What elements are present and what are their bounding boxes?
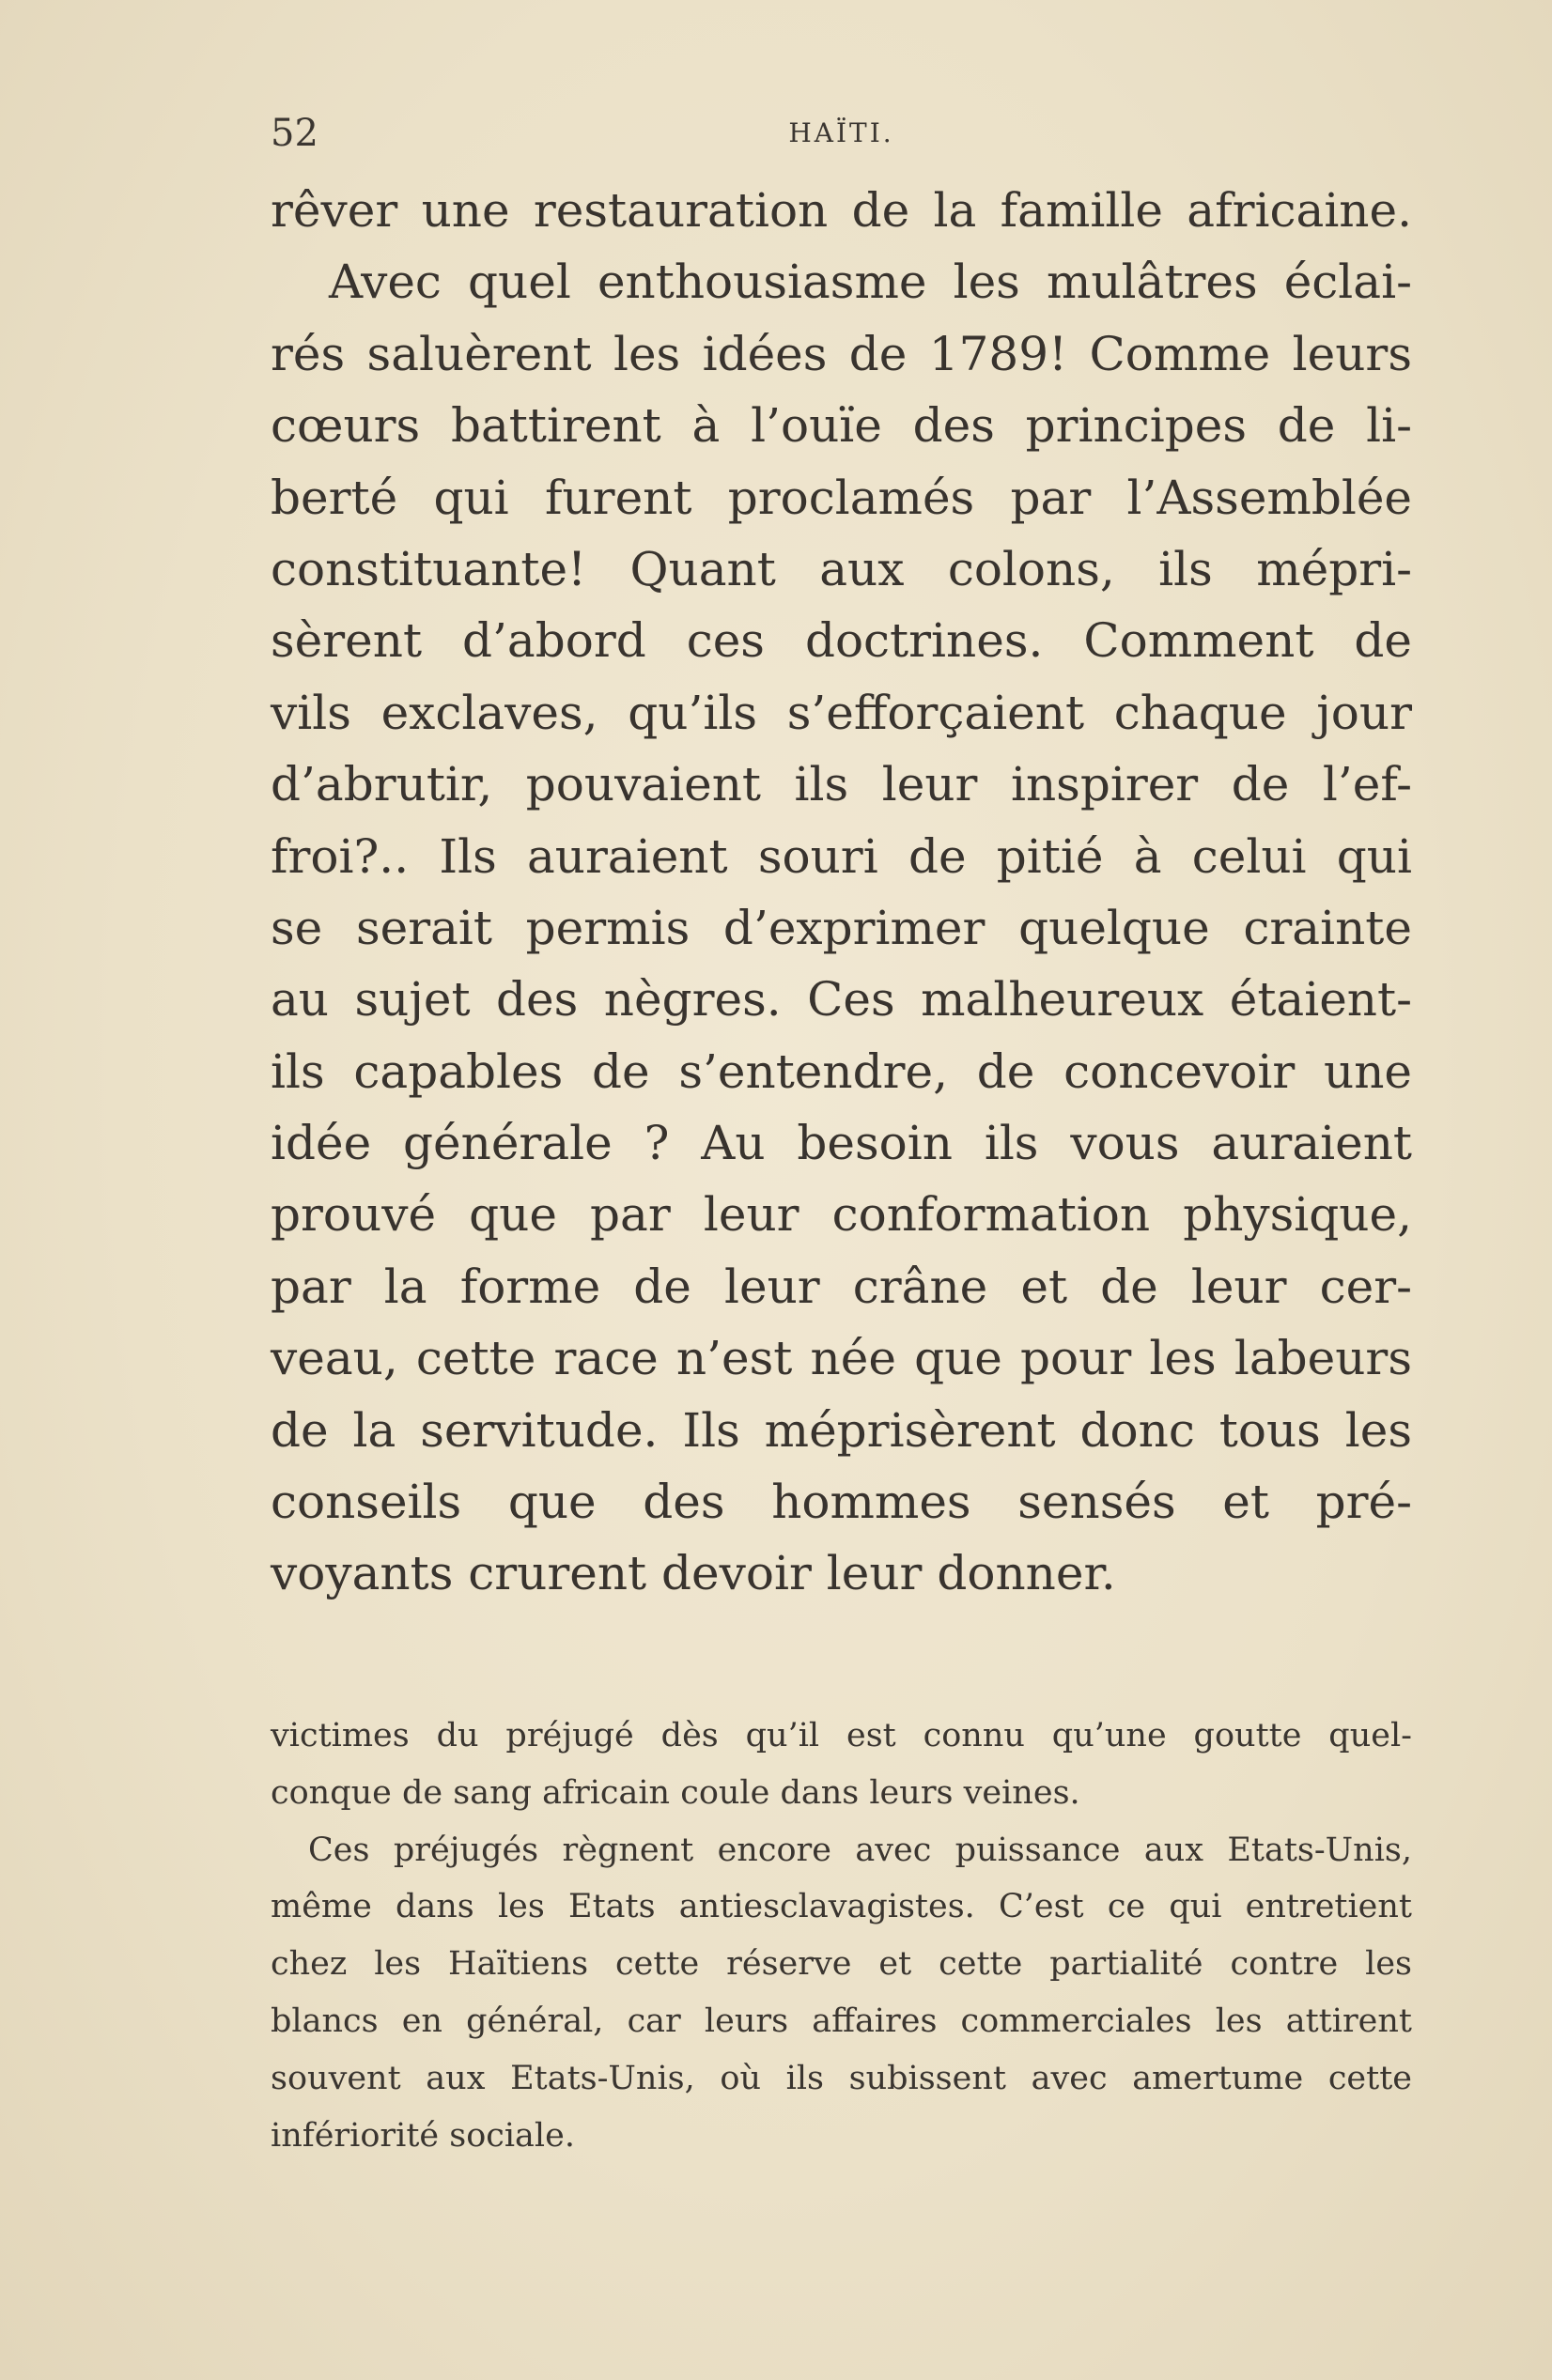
text-line: de la servitude. Ils méprisèrent donc tous les [271, 1402, 1412, 1458]
text-line: au sujet des nègres. Ces malheureux étaient- [271, 972, 1412, 1028]
text-line: prouvé que par leur conformation physique, [271, 1187, 1412, 1243]
text-line: cœurs battirent à l’ouïe des principes de li- [271, 398, 1412, 454]
text-line: par la forme de leur crâne et de leur cer- [271, 1259, 1412, 1314]
footnote-line: souvent aux Etats-Unis, où ils subissent avec amertume cette [271, 2059, 1412, 2097]
main-text [271, 175, 1412, 1610]
footnotes [271, 1708, 1412, 2164]
text-line: rés saluèrent les idées de 1789! Comme leurs [271, 326, 1412, 381]
text-line: rêver une restauration de la famille africaine. [271, 183, 1412, 238]
text-line: d’abrutir, pouvaient ils leur inspirer de l’ef- [271, 757, 1412, 812]
footnote-line: victimes du préjugé dès qu’il est connu qu’une goutte quel- [271, 1717, 1412, 1754]
page-number: 52 [271, 112, 318, 155]
text-line: berté qui furent proclamés par l’Assemblée [271, 470, 1412, 525]
text-line: vils exclaves, qu’ils s’efforçaient chaque jour [271, 685, 1412, 740]
footnote-line: conque de sang africain coule dans leurs veines. [271, 1773, 1080, 1812]
text-line: ils capables de s’entendre, de concevoir une [271, 1043, 1412, 1099]
footnote-line: chez les Haïtiens cette réserve et cette partialité contre les [271, 1945, 1412, 1984]
text-line: veau, cette race n’est née que pour les labeurs [271, 1331, 1412, 1386]
text-line: Avec quel enthousiasme les mulâtres éclai- [329, 255, 1412, 310]
footnote-line: Ces préjugés règnent encore avec puissance aux Etats-Unis, [308, 1831, 1412, 1869]
text-line: constituante! Quant aux colons, ils mépri- [271, 541, 1412, 596]
text-line: conseils que des hommes sensés et pré- [271, 1475, 1412, 1530]
text-line: froi?.. Ils auraient souri de pitié à celui qui [271, 828, 1412, 884]
text-line: voyants crurent devoir leur donner. [271, 1546, 1116, 1601]
text-line: se serait permis d’exprimer quelque crainte [271, 900, 1412, 955]
text-line: sèrent d’abord ces doctrines. Comment de [271, 613, 1412, 669]
footnote-line: blancs en général, car leurs affaires commerciales les attirent [271, 2001, 1412, 2040]
page-header [271, 105, 1412, 162]
running-title: HAÏTI. [788, 117, 894, 148]
text-line: idée générale ? Au besoin ils vous auraient [271, 1116, 1412, 1171]
footnote-line: infériorité sociale. [271, 2116, 575, 2155]
footnote-line: même dans les Etats antiesclavagistes. C’est ce qui entretient [271, 1888, 1412, 1926]
